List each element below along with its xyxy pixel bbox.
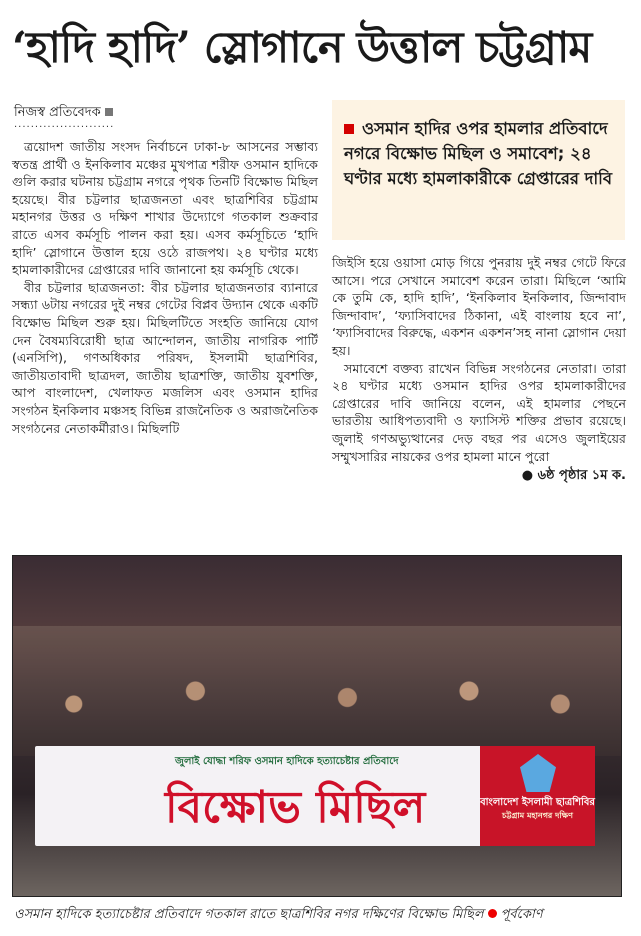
news-photo (12, 555, 622, 897)
article-column-left (12, 138, 318, 437)
crowd-image (13, 626, 621, 756)
article-column-right (332, 254, 626, 485)
headline: ‘হাদি হাদি’ স্লোগানে উত্তাল চট্টগ্রাম (12, 23, 592, 73)
banner-org-sub: চট্টগ্রাম মহানগর দক্ষিণ (502, 811, 573, 820)
byline (14, 103, 113, 124)
red-dot-icon (488, 909, 497, 918)
banner-title: বিক্ষোভ মিছিল (165, 782, 426, 833)
byline-text: নিজস্ব প্রতিবেদক (14, 105, 101, 120)
paragraph: বীর চট্টলার ছাত্রজনতা: বীর চট্টলার ছাত্রজনতার ব্যানারে সন্ধ্যা ৬টায় নগরের দুই নম্বর গেটের বিপ্লব উদ্যান থেকে একটি বিক্ষোভ মিছিল শুরু হয়। মিছিলটিতে সংহতি জানিয়ে যোগ দেন বৈষম্যবিরোধী ছাত্র আন্দোলন, জাতীয় নাগরিক পার্টি (এনসিপি), গণঅধিকার পরিষদ, ইসলামী ছাত্রশিবির, জাতীয়তাবাদী ছাত্রদল, জাতীয় ছাত্রশক্তি, জাতীয় যুবশক্তি, আপ বাংলাদেশ, খেলাফত মজলিস এবং ওসমান হাদির সংগঠন ইনকিলাব মঞ্চসহ বিভিন্ন রাজনৈতিক ও অরাজনৈতিক সংগঠনের নেতাকর্মীরাও। মিছিলটি (12, 279, 318, 436)
photo-caption (14, 905, 543, 926)
paragraph: ত্রয়োদশ জাতীয় সংসদ নির্বাচনে ঢাকা-৮ আসনের সম্ভাব্য স্বতন্ত্র প্রার্থী ও ইনকিলাব মঞ্চের মুখপাত্র শরীফ ওসমান হাদিকে গুলি করার ঘটনায় চট্টগ্রাম নগরে পৃথক তিনটি বিক্ষোভ মিছিল হয়েছে। বীর চট্টলার ছাত্রজনতা এবং ছাত্রশিবির চট্টগ্রাম মহানগর উত্তর ও দক্ষিণ শাখার উদ্যোগে গতকাল শুক্রবার রাতে এসব কর্মসূচি পালন করা হয়। এসব কর্মসূচিতে ‘হাদি হাদি’ স্লোগানে উত্তাল হয়ে ওঠে রাজপথ। ২৪ ঘণ্টার মধ্যে হামলাকারীদের গ্রেপ্তারের দাবি জানানো হয় কর্মসূচি থেকে। (12, 139, 318, 278)
banner-org-name: বাংলাদেশ ইসলামী ছাত্রশিবির (480, 797, 595, 808)
banner-organization (480, 746, 595, 846)
divider: ························ (14, 122, 115, 133)
highlight-text: ওসমান হাদির ওপর হামলার প্রতিবাদে নগরে বিক্ষোভ মিছিল ও সমাবেশ; ২৪ ঘণ্টার মধ্যে হামলাকারীকে গ্রেপ্তারের দাবি (344, 119, 613, 188)
caption-text: ওসমান হাদিকে হত্যাচেষ্টার প্রতিবাদে গতকাল রাতে ছাত্রশিবির নগর দক্ষিণের বিক্ষোভ মিছিল (14, 907, 484, 922)
square-bullet-icon (105, 108, 113, 116)
photo-credit: পূর্বকোণ (500, 907, 543, 922)
banner-subtitle: জুলাই যোদ্ধা শরিফ ওসমান হাদিকে হত্যাচেষ্টার প্রতিবাদে (175, 756, 399, 767)
highlight-box (332, 100, 625, 240)
protest-banner (35, 746, 595, 846)
paragraph: সমাবেশে বক্তব্য রাখেন বিভিন্ন সংগঠনের নেতারা। তারা ২৪ ঘণ্টার মধ্যে ওসমান হাদির ওপর হামলাকারীদের গ্রেপ্তারের দাবি জানিয়ে বলেন, এই হামলার পেছনে ভারতীয় আধিপত্যবাদী ও ফ্যাসিস্ট শক্তির প্রভাব রয়েছে। জুলাই গণঅভ্যুত্থানের দেড় বছর পর এসেও জুলাইয়ের সম্মুখসারির নায়কের ওপর হামলা মানে পুরো (332, 360, 626, 464)
continued-on-page: ● ৬ষ্ঠ পৃষ্ঠার ১ম ক. (521, 468, 626, 484)
organization-logo-icon (520, 754, 556, 792)
red-square-bullet-icon (344, 124, 354, 134)
paragraph: জিইসি হয়ে ওয়াসা মোড় গিয়ে পুনরায় দুই নম্বর গেটে ফিরে আসে। পরে সেখানে সমাবেশ করেন তারা। মিছিলে ‘আমি কে তুমি কে, হাদি হাদি’, ‘ইনকিলাব ইনকিলাব, জিন্দাবাদ জিন্দাবাদ’, ‘ফ্যাসিবাদের ঠিকানা, এই বাংলায় হবে না’, ‘ফ্যাসিবাদের বিরুদ্ধে, একশন একশন’সহ নানা স্লোগান দেয়া হয়। (332, 255, 626, 358)
